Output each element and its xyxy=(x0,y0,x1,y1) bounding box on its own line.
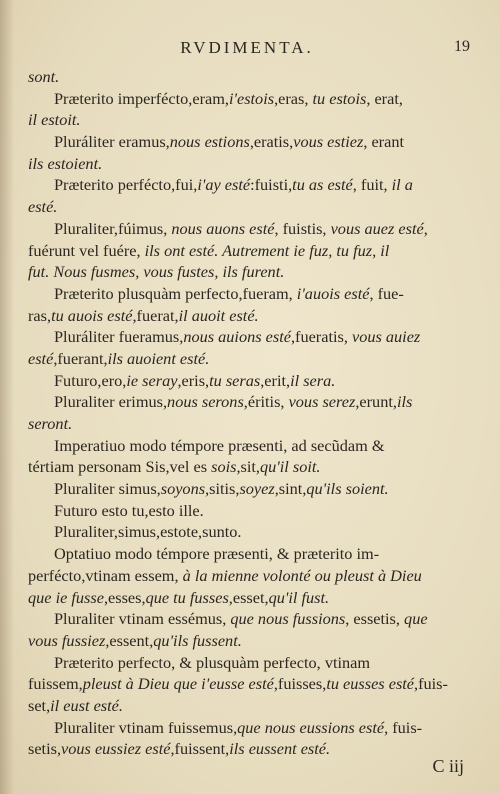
text-line xyxy=(28,543,468,565)
roman-text: tértiam personam Sis,vel es xyxy=(28,457,212,477)
text-line xyxy=(28,717,468,739)
roman-text: Præterito perfecto, & plusquàm perfecto, vtinam xyxy=(54,652,371,672)
text-line xyxy=(28,348,468,370)
roman-text: setis, xyxy=(28,739,62,759)
text-line xyxy=(28,565,468,587)
italic-text: il estoit. xyxy=(28,110,81,130)
roman-text: Præterito imperfécto,eram, xyxy=(54,88,229,108)
roman-text: ,erunt, xyxy=(355,392,397,412)
roman-text: ,esses, xyxy=(103,587,146,607)
roman-text: ,fuerat, xyxy=(132,305,179,325)
italic-text: ils xyxy=(396,392,413,412)
text-line xyxy=(28,174,468,196)
italic-text: esté xyxy=(28,348,54,368)
roman-text: , fuit, xyxy=(352,175,392,195)
text-line xyxy=(28,261,468,283)
page-header xyxy=(24,38,470,62)
italic-text: vous fussiez xyxy=(28,630,106,650)
text-line xyxy=(28,413,468,435)
italic-text: sont. xyxy=(28,67,60,86)
text-line xyxy=(28,153,468,175)
italic-text: nous estions xyxy=(169,132,250,152)
italic-text: que tu fusses xyxy=(145,587,229,607)
roman-text: , erant xyxy=(363,132,404,152)
italic-text: vous serez xyxy=(288,392,356,412)
italic-text: i'estois xyxy=(228,88,275,108)
text-line xyxy=(28,630,468,652)
gutter-shadow xyxy=(0,0,14,794)
roman-text: Præterito perfécto,fui, xyxy=(54,175,198,195)
italic-text: tu seras xyxy=(209,370,261,390)
text-line xyxy=(28,652,468,674)
italic-text: tu estois xyxy=(312,88,367,108)
roman-text: Pluraliter simus, xyxy=(54,479,161,499)
italic-text: esté. xyxy=(28,197,58,217)
text-line xyxy=(28,218,468,240)
roman-text: fuissem, xyxy=(28,674,83,694)
text-line xyxy=(28,326,468,348)
roman-text: :fuisti, xyxy=(250,175,293,195)
text-line xyxy=(28,196,468,218)
italic-text: que ie fusse xyxy=(28,587,104,607)
italic-text: il sera. xyxy=(290,370,336,390)
text-line xyxy=(28,738,468,760)
italic-text: soyez xyxy=(239,479,275,499)
italic-text: ils ont esté. Autrement ie fuz, tu fuz, il xyxy=(144,240,390,260)
italic-text: il auoit esté. xyxy=(178,305,259,325)
roman-text: ,eris, xyxy=(177,370,210,390)
italic-text: nous auons esté xyxy=(171,218,275,238)
italic-text: sois xyxy=(211,457,237,477)
roman-text: ,erit, xyxy=(260,370,291,390)
roman-text: fuérunt vel fuére, xyxy=(28,240,145,260)
roman-text: Pluraliter vtinam fuissemus, xyxy=(54,717,238,737)
roman-text: Imperatiuo modo témpore præsenti, ad secũdam & xyxy=(54,435,385,455)
italic-text: qu'ils fussent. xyxy=(153,630,242,650)
roman-text: ,esset, xyxy=(228,587,269,607)
italic-text: vous estiez xyxy=(293,132,364,152)
roman-text: , erat, xyxy=(366,88,403,108)
italic-text: qu'il soit. xyxy=(260,457,321,477)
italic-text: ie seray xyxy=(126,370,178,390)
roman-text: Pluraliter,fúimus, xyxy=(54,218,172,238)
italic-text: qu'ils soient. xyxy=(306,479,389,499)
italic-text: que xyxy=(404,609,428,629)
text-line xyxy=(28,456,468,478)
roman-text: ,fueratis, xyxy=(290,327,352,347)
roman-text: , fuis- xyxy=(384,717,423,737)
text-line xyxy=(28,587,468,609)
italic-text: pleust à Dieu que i'eusse esté xyxy=(82,674,274,694)
italic-text: qu'il fust. xyxy=(268,587,330,607)
roman-text: set, xyxy=(28,695,51,715)
italic-text: tu eusses esté xyxy=(326,674,415,694)
roman-text: Futuro,ero, xyxy=(54,370,127,390)
roman-text: ,eras, xyxy=(274,88,313,108)
signature-mark: C iij xyxy=(432,756,464,776)
text-line xyxy=(28,240,468,262)
italic-text: fut. Nous fusmes, vous fustes, ils furent. xyxy=(28,262,285,282)
italic-text: à la mienne volonté ou pleust à Dieu xyxy=(182,565,422,585)
italic-text: seront. xyxy=(28,414,73,433)
roman-text: , essetis, xyxy=(345,609,405,629)
roman-text: ,fuissent, xyxy=(170,739,230,759)
roman-text: ,fuis- xyxy=(414,674,448,694)
roman-text: ,éritis, xyxy=(243,392,289,412)
roman-text: ras, xyxy=(28,305,52,325)
text-line xyxy=(28,305,468,327)
italic-text: il eust esté. xyxy=(50,695,123,715)
roman-text: Optatiuo modo témpore præsenti, & præterito im- xyxy=(54,544,380,564)
text-line xyxy=(28,478,468,500)
text-line xyxy=(28,391,468,413)
text-line xyxy=(28,608,468,630)
text-line xyxy=(28,283,468,305)
italic-text: ils estoient. xyxy=(28,153,103,173)
text-line xyxy=(28,66,468,88)
text-line xyxy=(28,673,468,695)
roman-text: Pluraliter,simus,estote,sunto. xyxy=(54,522,242,542)
text-line xyxy=(28,109,468,131)
italic-text: tu as esté xyxy=(292,175,353,195)
roman-text: ,essent, xyxy=(105,630,154,650)
italic-text: ils eussent esté. xyxy=(229,739,331,759)
roman-text: , xyxy=(423,218,428,238)
text-line xyxy=(28,695,468,717)
roman-text: ,sit, xyxy=(236,457,260,477)
italic-text: ils auoient esté. xyxy=(107,348,210,368)
roman-text: Pluráliter eramus, xyxy=(54,132,170,152)
roman-text: Futuro esto tu,esto ille. xyxy=(54,500,204,520)
roman-text: ,fuerant, xyxy=(53,348,108,368)
italic-text: nous serons xyxy=(167,392,244,412)
roman-text: ,sint, xyxy=(274,479,307,499)
roman-text: ,fuisses, xyxy=(273,674,327,694)
italic-text: que nous eussions esté xyxy=(237,717,385,737)
text-line xyxy=(28,131,468,153)
text-line xyxy=(28,370,468,392)
italic-text: il a xyxy=(391,175,413,195)
italic-text: i'auois esté xyxy=(296,283,370,303)
running-head: RVDIMENTA. xyxy=(180,38,314,57)
roman-text: , fue- xyxy=(369,283,404,303)
text-line xyxy=(28,500,468,522)
italic-text: i'ay esté xyxy=(197,175,251,195)
roman-text: Pluraliter vtinam essémus, xyxy=(54,609,231,629)
roman-text: ,sitis, xyxy=(205,479,240,499)
italic-text: tu auois esté xyxy=(51,305,133,325)
italic-text: vous auiez xyxy=(351,327,421,347)
text-line xyxy=(28,521,468,543)
roman-text: Pluráliter fueramus, xyxy=(54,327,184,347)
italic-text: que nous fussions xyxy=(230,609,346,629)
roman-text: , fuistis, xyxy=(274,218,331,238)
italic-text: soyons xyxy=(160,479,206,499)
text-line xyxy=(28,435,468,457)
italic-text: vous eussiez esté xyxy=(61,739,171,759)
italic-text: vous auez esté xyxy=(330,218,424,238)
roman-text: Pluraliter erimus, xyxy=(54,392,168,412)
roman-text: perfécto,vtinam essem, xyxy=(28,565,183,585)
page-number: 19 xyxy=(454,38,470,55)
roman-text: Præterito plusquàm perfecto,fueram, xyxy=(54,283,297,303)
roman-text: ,eratis, xyxy=(249,132,294,152)
italic-text: nous auions esté xyxy=(183,327,291,347)
text-line xyxy=(28,88,468,110)
text-block xyxy=(28,66,468,760)
